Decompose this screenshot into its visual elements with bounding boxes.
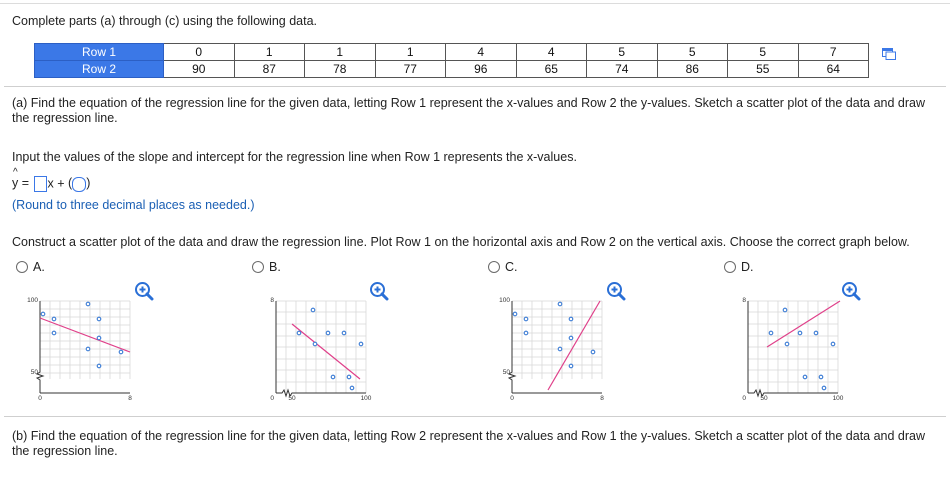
grid bbox=[512, 301, 602, 379]
table-cell: 74 bbox=[587, 61, 658, 78]
option-c[interactable] bbox=[488, 260, 518, 274]
part-b-question: (b) Find the equation of the regression line for the given data, letting Row 2 represent the x-values and Row 1 the y-values. Sketch a scatter plot of the data and draw the regression line. bbox=[12, 429, 926, 458]
table-cell: 5 bbox=[587, 44, 658, 61]
table-cell: 87 bbox=[234, 61, 305, 78]
grid bbox=[748, 301, 838, 393]
x-tick-left: 0 bbox=[742, 395, 746, 402]
part-a-instruction: Input the values of the slope and intercept for the regression line when Row 1 represents the x-values. bbox=[12, 150, 577, 164]
equation-lhs: y = bbox=[12, 176, 30, 191]
option-b[interactable] bbox=[252, 260, 281, 274]
table-cell: 65 bbox=[516, 61, 587, 78]
x-tick-left: 0 bbox=[270, 395, 274, 402]
x-tick-right: 100 bbox=[360, 395, 372, 402]
divider bbox=[4, 416, 946, 417]
table-cell: 5 bbox=[657, 44, 728, 61]
option-a-label: A. bbox=[33, 260, 45, 274]
zoom-icon[interactable] bbox=[369, 281, 389, 301]
y-hat bbox=[12, 167, 30, 191]
table-cell: 90 bbox=[164, 61, 235, 78]
x-tick-left: 0 bbox=[38, 395, 42, 402]
option-c-radio[interactable] bbox=[488, 261, 500, 273]
table-cell: 1 bbox=[305, 44, 376, 61]
x-tick-mid: 50 bbox=[288, 395, 296, 402]
y-tick-bottom: 50 bbox=[30, 369, 38, 376]
option-d-radio[interactable] bbox=[724, 261, 736, 273]
x-tick-mid: 50 bbox=[760, 395, 768, 402]
option-d[interactable] bbox=[724, 260, 754, 274]
data-table bbox=[34, 43, 869, 78]
copy-icon[interactable] bbox=[882, 48, 896, 60]
round-note: (Round to three decimal places as needed.) bbox=[12, 198, 255, 212]
data-points bbox=[41, 302, 123, 368]
data-points bbox=[769, 308, 835, 390]
top-border bbox=[0, 3, 950, 4]
table-row-1 bbox=[35, 44, 869, 61]
zoom-icon[interactable] bbox=[841, 281, 861, 301]
table-cell: 78 bbox=[305, 61, 376, 78]
intercept-group: ( ) bbox=[68, 176, 91, 191]
graph-c bbox=[498, 292, 608, 404]
table-cell: 55 bbox=[728, 61, 799, 78]
data-points bbox=[513, 302, 595, 368]
y-tick-top: 100 bbox=[499, 297, 510, 304]
table-cell: 64 bbox=[798, 61, 869, 78]
zoom-icon[interactable] bbox=[134, 281, 154, 301]
option-a-radio[interactable] bbox=[16, 261, 28, 273]
y-tick-top: 8 bbox=[270, 297, 274, 304]
intro-text: Complete parts (a) through (c) using the following data. bbox=[12, 14, 318, 28]
table-cell: 77 bbox=[375, 61, 446, 78]
graph-b bbox=[262, 292, 372, 404]
x-tick-right: 8 bbox=[128, 395, 132, 402]
row-1-label: Row 1 bbox=[35, 44, 164, 61]
table-cell: 5 bbox=[728, 44, 799, 61]
equation-x-term: x + bbox=[47, 176, 65, 191]
table-cell: 0 bbox=[164, 44, 235, 61]
hat-icon: ^ bbox=[13, 167, 18, 179]
option-b-radio[interactable] bbox=[252, 261, 264, 273]
y-tick-top: 8 bbox=[742, 297, 746, 304]
part-a-question: (a) Find the equation of the regression line for the given data, letting Row 1 represent the x-values and Row 2 the y-values. Sketch a scatter plot of the data and draw the regression line. bbox=[12, 96, 926, 125]
table-cell: 4 bbox=[446, 44, 517, 61]
table-row-2 bbox=[35, 61, 869, 78]
data-points bbox=[297, 308, 363, 390]
table-cell: 1 bbox=[375, 44, 446, 61]
table-cell: 4 bbox=[516, 44, 587, 61]
table-cell: 86 bbox=[657, 61, 728, 78]
option-d-label: D. bbox=[741, 260, 754, 274]
x-tick-left: 0 bbox=[510, 395, 514, 402]
option-a[interactable] bbox=[16, 260, 45, 274]
divider bbox=[4, 86, 946, 87]
option-c-label: C. bbox=[505, 260, 518, 274]
table-cell: 7 bbox=[798, 44, 869, 61]
table-cell: 96 bbox=[446, 61, 517, 78]
x-tick-right: 8 bbox=[600, 395, 604, 402]
y-tick-bottom: 50 bbox=[502, 369, 510, 376]
zoom-icon[interactable] bbox=[606, 281, 626, 301]
intercept-input[interactable] bbox=[72, 177, 86, 192]
graph-a bbox=[26, 292, 136, 404]
regression-equation bbox=[12, 167, 91, 192]
grid bbox=[40, 301, 130, 379]
graph-d bbox=[734, 292, 844, 404]
x-tick-right: 100 bbox=[832, 395, 844, 402]
option-b-label: B. bbox=[269, 260, 281, 274]
table-cell: 1 bbox=[234, 44, 305, 61]
row-2-label: Row 2 bbox=[35, 61, 164, 78]
y-tick-top: 100 bbox=[27, 297, 38, 304]
scatter-instruction: Construct a scatter plot of the data and draw the regression line. Plot Row 1 on the horizontal axis and Row 2 on the vertical axis. Choose the correct graph below. bbox=[12, 235, 910, 249]
slope-input[interactable] bbox=[34, 176, 47, 192]
